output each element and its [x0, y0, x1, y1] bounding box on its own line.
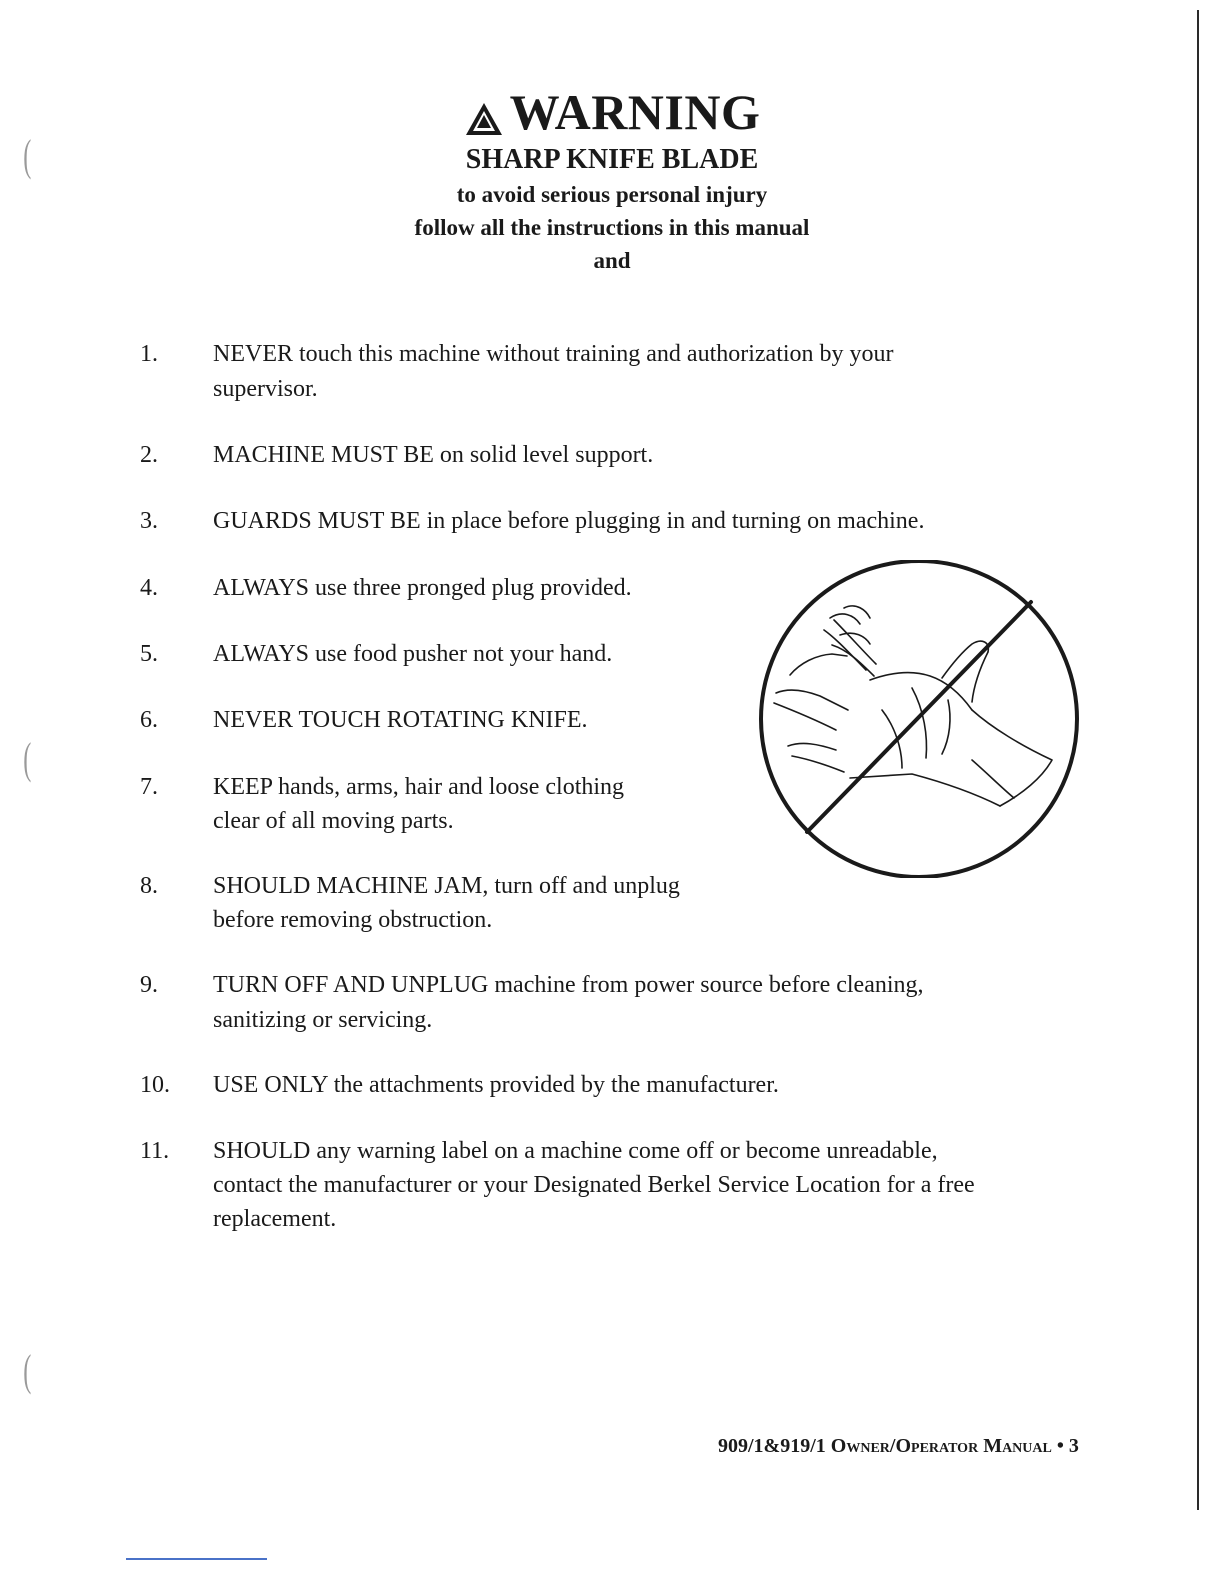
instruction-text: SHOULD any warning label on a machine come off or become unreadable,	[213, 1138, 938, 1164]
instruction-text: TURN OFF AND UNPLUG machine from power source before cleaning,	[213, 972, 924, 998]
warning-triangle-icon	[464, 101, 504, 137]
instruction-text: before removing obstruction.	[213, 907, 493, 933]
warning-subtitle: SHARP KNIFE BLADE	[465, 144, 759, 175]
instruction-number: 3.	[140, 508, 158, 534]
warning-heading: WARNING	[509, 84, 761, 140]
instruction-number: 6.	[140, 707, 158, 733]
instruction-number: 10.	[140, 1072, 170, 1098]
instruction-text: clear of all moving parts.	[213, 808, 454, 834]
punch-hole-mark: (	[23, 1346, 32, 1395]
instruction-text: ALWAYS use three pronged plug provided.	[213, 575, 632, 601]
warning-header	[0, 82, 1224, 277]
instruction-number: 1.	[140, 341, 158, 367]
instruction-text: GUARDS MUST BE in place before plugging in and turning on machine.	[213, 508, 925, 534]
footer-operator: Operator	[895, 1435, 979, 1457]
instruction-number: 11.	[140, 1138, 170, 1164]
instruction-number: 7.	[140, 774, 158, 800]
footer-owner: Owner	[830, 1435, 890, 1457]
instruction-text: contact the manufacturer or your Designated Berkel Service Location for a free	[213, 1172, 975, 1198]
no-hand-prohibition-icon	[752, 560, 1086, 878]
footer-separator: /	[889, 1435, 896, 1457]
page-number: 3	[1068, 1435, 1079, 1457]
warning-line-3: and	[593, 248, 631, 273]
instruction-text: ALWAYS use food pusher not your hand.	[213, 641, 613, 667]
punch-hole-mark: (	[23, 131, 32, 180]
instruction-number: 8.	[140, 873, 158, 899]
instruction-number: 2.	[140, 442, 158, 468]
instruction-text: USE ONLY the attachments provided by the manufacturer.	[213, 1072, 779, 1098]
punch-hole-mark: (	[23, 734, 32, 783]
instruction-text: replacement.	[213, 1206, 337, 1232]
instruction-text: sanitizing or servicing.	[213, 1007, 433, 1033]
instruction-text: NEVER TOUCH ROTATING KNIFE.	[213, 707, 588, 733]
warning-title	[0, 82, 1224, 142]
page-footer	[718, 1435, 1079, 1458]
footer-model: 909/1&919/1	[718, 1435, 826, 1457]
warning-line-2: follow all the instructions in this manual	[414, 215, 810, 240]
instruction-text: NEVER touch this machine without training and authorization by your	[213, 341, 894, 367]
instruction-number: 4.	[140, 575, 158, 601]
instruction-text: MACHINE MUST BE on solid level support.	[213, 442, 654, 468]
footer-manual: Manual	[983, 1435, 1052, 1457]
footer-bullet: •	[1056, 1435, 1064, 1457]
warning-line-1: to avoid serious personal injury	[456, 182, 768, 207]
instruction-number: 5.	[140, 641, 158, 667]
bottom-rule	[126, 1558, 267, 1560]
instruction-number: 9.	[140, 972, 158, 998]
instruction-text: SHOULD MACHINE JAM, turn off and unplug	[213, 873, 680, 899]
instruction-text: KEEP hands, arms, hair and loose clothing	[213, 774, 625, 800]
instruction-text: supervisor.	[213, 376, 318, 402]
